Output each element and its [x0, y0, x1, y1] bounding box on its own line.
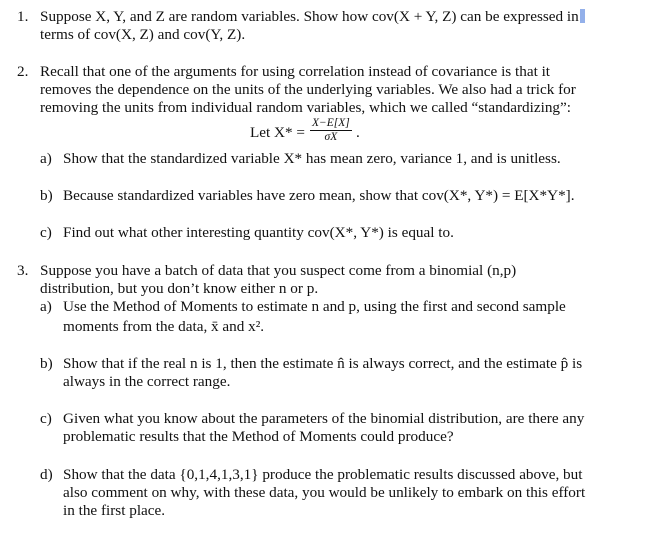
- problem-2c-label: c): [40, 224, 52, 241]
- standardize-formula-lhs: Let X* =: [250, 124, 305, 141]
- problem-3d-line-1: Show that the data {0,1,4,1,3,1} produce the problematic results discussed above, but: [63, 466, 583, 483]
- problem-3c-label: c): [40, 410, 52, 427]
- problem-3a-line-2: moments from the data, x̄ and x².: [63, 318, 265, 335]
- problem-2c-text: Find out what other interesting quantity cov(X*, Y*) is equal to.: [63, 224, 454, 241]
- problem-2-line-2: removes the dependence on the units of the underlying variables. We also had a trick for: [40, 81, 576, 98]
- problem-2b-label: b): [40, 187, 53, 204]
- problem-3c-line-2: problematic results that the Method of Moments could produce?: [63, 428, 454, 445]
- problem-3c-line-1: Given what you know about the parameters of the binomial distribution, are there any: [63, 410, 585, 427]
- problem-3b-line-2: always in the correct range.: [63, 373, 231, 390]
- problem-2b-text: Because standardized variables have zero mean, show that cov(X*, Y*) = E[X*Y*].: [63, 187, 575, 204]
- standardize-formula-numerator: X−E[X]: [312, 117, 350, 129]
- problem-3-line-2: distribution, but you don’t know either n or p.: [40, 280, 319, 297]
- problem-2-line-3: removing the units from individual random variables, which we called “standardizing”:: [40, 99, 571, 116]
- problem-1-number: 1.: [17, 8, 29, 25]
- problem-3-number: 3.: [17, 262, 29, 279]
- text-cursor: [580, 9, 585, 23]
- problem-3b-line-1: Show that if the real n is 1, then the estimate n̂ is always correct, and the estimate p̂ is: [63, 355, 583, 372]
- problem-3d-line-3: in the first place.: [63, 502, 166, 519]
- problem-1-line-1: Suppose X, Y, and Z are random variables. Show how cov(X + Y, Z) can be expressed in: [40, 8, 579, 25]
- problem-1-line-2: terms of cov(X, Z) and cov(Y, Z).: [40, 26, 246, 43]
- problem-3d-line-2: also comment on why, with these data, you would be unlikely to embark on this effort: [63, 484, 586, 501]
- problem-3b-label: b): [40, 355, 53, 372]
- standardize-formula-period: .: [356, 124, 360, 141]
- problem-3d-label: d): [40, 466, 53, 483]
- standardize-formula-fraction: [310, 117, 352, 144]
- standardize-formula-denominator: σX: [324, 131, 338, 143]
- problem-2a-label: a): [40, 150, 52, 167]
- problem-2a-text: Show that the standardized variable X* has mean zero, variance 1, and is unitless.: [63, 150, 561, 167]
- problem-3a-label: a): [40, 298, 52, 315]
- problem-3a-line-1: Use the Method of Moments to estimate n and p, using the first and second sample: [63, 298, 566, 315]
- problem-3-line-1: Suppose you have a batch of data that you suspect come from a binomial (n,p): [40, 262, 517, 279]
- problem-2-number: 2.: [17, 63, 29, 80]
- problem-2-line-1: Recall that one of the arguments for using correlation instead of covariance is that it: [40, 63, 551, 80]
